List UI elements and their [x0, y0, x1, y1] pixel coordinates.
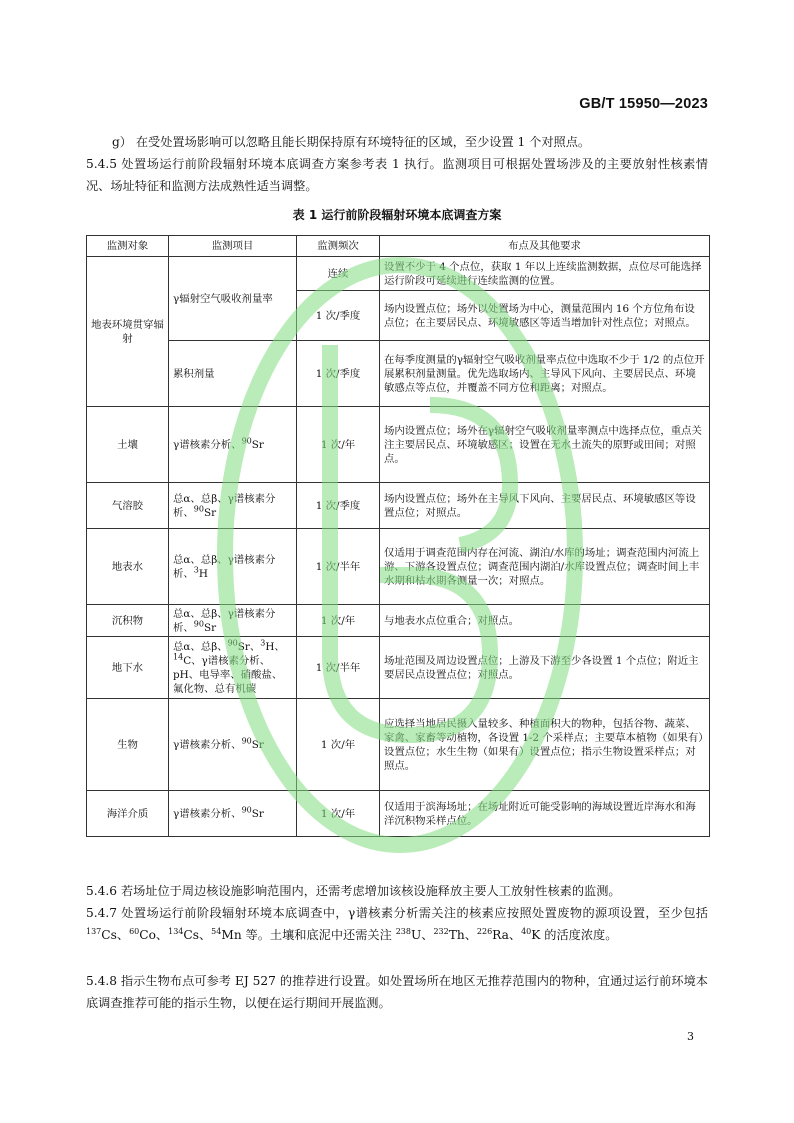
cell-object: 地表环境贯穿辐射 [87, 257, 169, 407]
header-requirements: 布点及其他要求 [380, 236, 710, 257]
cell-object: 气溶胶 [87, 483, 169, 529]
cell-object: 沉积物 [87, 605, 169, 637]
cell-requirements: 应选择当地居民摄入量较多、种植面积大的物种，包括谷物、蔬菜、家禽、家畜等动植物，各设置 1-2 个采样点；主要草本植物（如果有）设置点位；水生生物（如果有）设置点位；指示生物设置采样点；对照点。 [380, 699, 710, 791]
cell-requirements: 仅适用于滨海场址；在场址附近可能受影响的海域设置近岸海水和海洋沉积物采样点位。 [380, 791, 710, 837]
cell-requirements: 仅适用于调查范围内存在河流、湖泊/水库的场址；调查范围内河流上游、下游各设置点位；调查范围内湖泊/水库设置点位；调查时间上丰水期和枯水期各测量一次；对照点。 [380, 529, 710, 605]
cell-frequency: 1 次/年 [297, 407, 380, 483]
table-row [87, 699, 710, 791]
cell-frequency: 1 次/季度 [297, 483, 380, 529]
table-row [87, 483, 710, 529]
cell-frequency: 1 次/年 [297, 791, 380, 837]
table-row [87, 791, 710, 837]
table-caption: 表 1 运行前阶段辐射环境本底调查方案 [292, 208, 502, 222]
cell-object: 海洋介质 [87, 791, 169, 837]
paragraph-5-4-6: 5.4.6 若场址位于周边核设施影响范围内，还需考虑增加该核设施释放主要人工放射性核素的监测。 [86, 884, 621, 898]
cell-item: γ谱核素分析、$^{90}$Sr [169, 791, 297, 837]
paragraph-5-4-8: 5.4.8 指示生物布点可参考 EJ 527 的推荐进行设置。如处置场所在地区无推荐范围内的物种，宜通过运行前环境本底调查推荐可能的指示生物，以便在运行期间开展监测。 [86, 974, 708, 1010]
cell-frequency: 1 次/年 [297, 699, 380, 791]
cell-item: 总α、总β、γ谱核素分析、$^3$H [169, 529, 297, 605]
cell-item: γ辐射空气吸收剂量率 [169, 257, 297, 341]
cell-requirements: 场内设置点位；场外以处置场为中心，测量范围内 16 个方位角布设点位；在主要居民点、环境敏感区等适当增加针对性点位；对照点。 [380, 291, 710, 341]
paragraph-5-4-5: 5.4.5 处置场运行前阶段辐射环境本底调查方案参考表 1 执行。监测项目可根据处置场涉及的主要放射性核素情况、场址特征和监测方法成熟性适当调整。 [86, 157, 708, 193]
table-row [87, 341, 710, 407]
table-row [87, 529, 710, 605]
cell-requirements: 与地表水点位重合；对照点。 [380, 605, 710, 637]
cell-object: 生物 [87, 699, 169, 791]
cell-object: 地表水 [87, 529, 169, 605]
cell-item: 总α、总β、$^{90}$Sr、$^3$H、$^{14}$C、γ谱核素分析、pH、电导率、硝酸盐、氟化物、总有机碳 [169, 637, 297, 699]
cell-requirements: 场址范围及周边设置点位；上游及下游至少各设置 1 个点位；附近主要居民点设置点位；对照点。 [380, 637, 710, 699]
paragraph-g: g） 在受处置场影响可以忽略且能长期保持原有环境特征的区域，至少设置 1 个对照点。 [112, 135, 591, 149]
cell-requirements: 设置不少于 4 个点位，获取 1 年以上连续监测数据，点位尽可能选择运行阶段可延续进行连续监测的位置。 [380, 257, 710, 291]
cell-item: 总α、总β、γ谱核素分析、$^{90}$Sr [169, 483, 297, 529]
survey-plan-table [86, 235, 710, 837]
table-row [87, 257, 710, 291]
cell-frequency: 1 次/季度 [297, 291, 380, 341]
cell-requirements: 在每季度测量的γ辐射空气吸收剂量率点位中选取不少于 1/2 的点位开展累积剂量测量。优先选取场内、主导风下风向、主要居民点、环境敏感点等点位，并覆盖不同方位和距离；对照点。 [380, 341, 710, 407]
table-row [87, 605, 710, 637]
cell-requirements: 场内设置点位；场外在主导风下风向、主要居民点、环境敏感区等设置点位；对照点。 [380, 483, 710, 529]
paragraph-5-4-7: 5.4.7 处置场运行前阶段辐射环境本底调查中，γ谱核素分析需关注的核素应按照处置废物的源项设置，至少包括 $^{137}$Cs、$^{60}$Co、$^{134}$Cs、$^{54}$Mn 等。土壤和底泥中还需关注 $^{238}$U、$^{232}$Th、$^{226}$Ra、$^{40}$K 的活度浓度。 [86, 906, 708, 942]
page-number: 3 [687, 1030, 694, 1043]
header-object: 监测对象 [87, 236, 169, 257]
cell-item: γ谱核素分析、$^{90}$Sr [169, 407, 297, 483]
header-item: 监测项目 [169, 236, 297, 257]
cell-item: 总α、总β、γ谱核素分析、$^{90}$Sr [169, 605, 297, 637]
cell-item: 累积剂量 [169, 341, 297, 407]
standard-number: GB/T 15950—2023 [579, 96, 708, 112]
cell-frequency: 1 次/季度 [297, 341, 380, 407]
cell-frequency: 1 次/半年 [297, 529, 380, 605]
cell-frequency: 1 次/半年 [297, 637, 380, 699]
cell-item: γ谱核素分析、$^{90}$Sr [169, 699, 297, 791]
cell-object: 土壤 [87, 407, 169, 483]
table-row [87, 637, 710, 699]
table-header-row [87, 236, 710, 257]
cell-frequency: 连续 [297, 257, 380, 291]
table-row [87, 407, 710, 483]
header-frequency: 监测频次 [297, 236, 380, 257]
cell-object: 地下水 [87, 637, 169, 699]
cell-frequency: 1 次/年 [297, 605, 380, 637]
cell-requirements: 场内设置点位；场外在γ辐射空气吸收剂量率测点中选择点位，重点关注主要居民点、环境敏感区；设置在无水土流失的原野或田间；对照点。 [380, 407, 710, 483]
